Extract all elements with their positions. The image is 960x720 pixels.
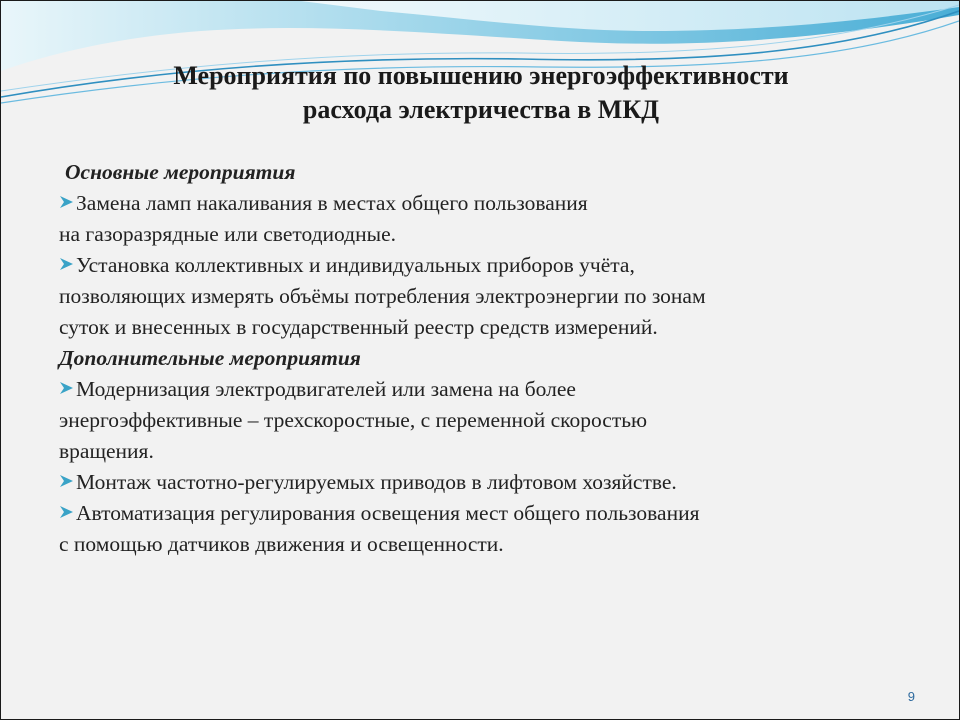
bullet-text-line: энергоэффективные – трехскоростные, с переменной скоростью — [59, 408, 648, 432]
arrow-bullet-icon — [59, 380, 74, 396]
slide-title — [41, 59, 921, 127]
arrow-bullet-icon — [59, 256, 74, 272]
bullet-item — [59, 250, 919, 343]
section-heading-main: Основные мероприятия — [65, 160, 296, 184]
bullet-text-line: Монтаж частотно-регулируемых приводов в лифтовом хозяйстве. — [76, 470, 677, 494]
arrow-bullet-icon — [59, 504, 74, 520]
page-number: 9 — [907, 689, 915, 704]
section-heading-additional: Дополнительные мероприятия — [59, 346, 361, 370]
bullet-text-line: вращения. — [59, 439, 154, 463]
arrow-bullet-icon — [59, 194, 74, 210]
slide-title-line-1: Мероприятия по повышению энергоэффективности — [173, 61, 789, 90]
bullet-item — [59, 374, 919, 467]
bullet-text-line: на газоразрядные или светодиодные. — [59, 222, 396, 246]
bullet-item — [59, 467, 919, 498]
bullet-text-line: позволяющих измерять объёмы потребления электроэнергии по зонам — [59, 284, 706, 308]
slide-content — [59, 157, 919, 560]
slide-title-line-2: расхода электричества в МКД — [302, 95, 660, 124]
arrow-bullet-icon — [59, 473, 74, 489]
bullet-text-line: Автоматизация регулирования освещения мест общего пользования — [76, 501, 700, 525]
bullet-text-line: Установка коллективных и индивидуальных приборов учёта, — [76, 253, 635, 277]
bullet-text-line: Замена ламп накаливания в местах общего пользования — [76, 191, 588, 215]
bullet-item — [59, 188, 919, 250]
bullet-text-line: Модернизация электродвигателей или замена на более — [76, 377, 576, 401]
bullet-text-line: с помощью датчиков движения и освещенности. — [59, 532, 504, 556]
bullet-text-line: суток и внесенных в государственный реестр средств измерений. — [59, 315, 658, 339]
bullet-item — [59, 498, 919, 560]
